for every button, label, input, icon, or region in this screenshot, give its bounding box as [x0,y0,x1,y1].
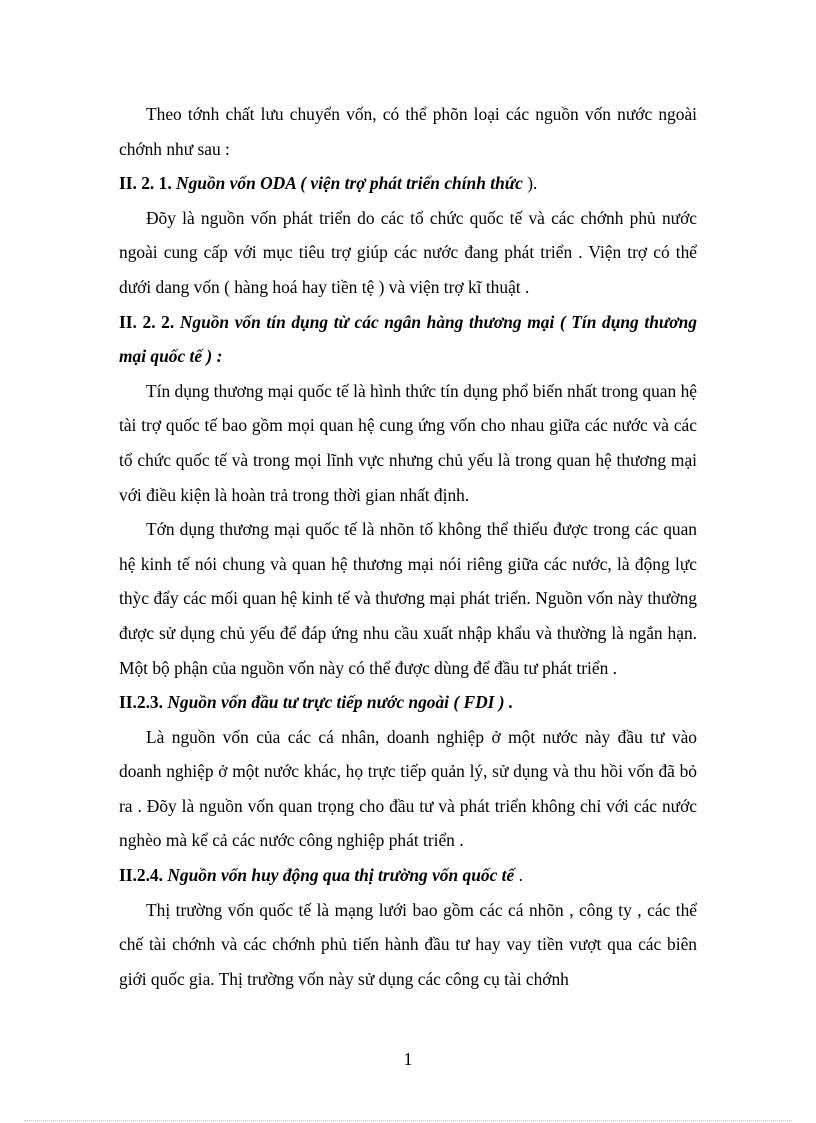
body-paragraph: Đõy là nguồn vốn phát triển do các tổ chức quốc tế và các chớnh phủ nước ngoài cung cấp với mục tiêu trợ giúp các nước đang phát triển . Viện trợ có thể dưới dang vốn ( hàng hoá hay tiền tệ ) và viện trợ kĩ thuật . [119,207,697,297]
section-heading-2-2-4 [119,858,697,893]
section-title-tail: ). [527,173,538,194]
section-heading-2-2-2 [119,305,697,374]
section-title: Nguồn vốn ODA ( viện trợ phát triển chính thức [176,173,523,194]
section-title: Nguồn vốn tín dụng từ các ngân hàng thương mại ( Tín dụng thương mại quốc tế ) : [119,311,697,367]
intro-paragraph: Theo tớnh chất lưu chuyển vốn, có thể phõn loại các nguồn vốn nước ngoài chớnh như sau : [119,104,697,159]
page-bottom-divider [24,1120,792,1121]
section-number: II.2.3. [119,692,163,713]
body-paragraph: Tín dụng thương mại quốc tế là hình thức tín dụng phổ biến nhất trong quan hệ tài trợ quốc tế bao gồm mọi quan hệ cung ứng vốn cho nhau giữa các nước và các tổ chức quốc tế và trong mọi lĩnh vực nhưng chủ yếu là trong quan hệ thương mại với điều kiện là hoàn trả trong thời gian nhất định. [119,380,697,505]
section-title: Nguồn vốn đầu tư trực tiếp nước ngoài ( FDI ) . [167,692,514,713]
body-paragraph: Thị trường vốn quốc tế là mạng lưới bao gồm các cá nhõn , công ty , các thể chế tài chớnh và các chớnh phủ tiến hành đầu tư hay vay tiền vượt qua các biên giới quốc gia. Thị trường vốn này sử dụng các công cụ tài chớnh [119,899,697,989]
section-number: II.2.4. [119,865,163,886]
section-number: II. 2. 2. [119,311,175,332]
section-number: II. 2. 1. [119,173,172,194]
section-title: Nguồn vốn huy động qua thị trường vốn quốc tế [167,865,515,886]
body-paragraph: Tớn dụng thương mại quốc tế là nhõn tố không thể thiếu được trong các quan hệ kinh tế nói chung và quan hệ thương mại nói riêng giữa các nước, là động lực thỳc đẩy các mối quan hệ kinh tế và thương mại phát triển. Nguồn vốn này thường được sử dụng chủ yếu để đáp ứng nhu cầu xuất nhập khẩu và thường là ngắn hạn. Một bộ phận của nguồn vốn này có thể được dùng để đầu tư phát triển . [119,519,697,678]
section-heading-2-2-1 [119,166,697,201]
section-heading-2-2-3 [119,685,697,720]
document-body [119,97,697,996]
page-number: 1 [403,1049,413,1069]
section-title-tail: . [518,865,523,886]
body-paragraph: Là nguồn vốn của các cá nhân, doanh nghiệp ở một nước này đầu tư vào doanh nghiệp ở một nước khác, họ trực tiếp quản lý, sử dụng và thu hồi vốn đã bỏ ra . Đõy là nguồn vốn quan trọng cho đầu tư và phát triển không chỉ với các nước nghèo mà kể cả các nước công nghiệp phát triển . [119,726,697,851]
